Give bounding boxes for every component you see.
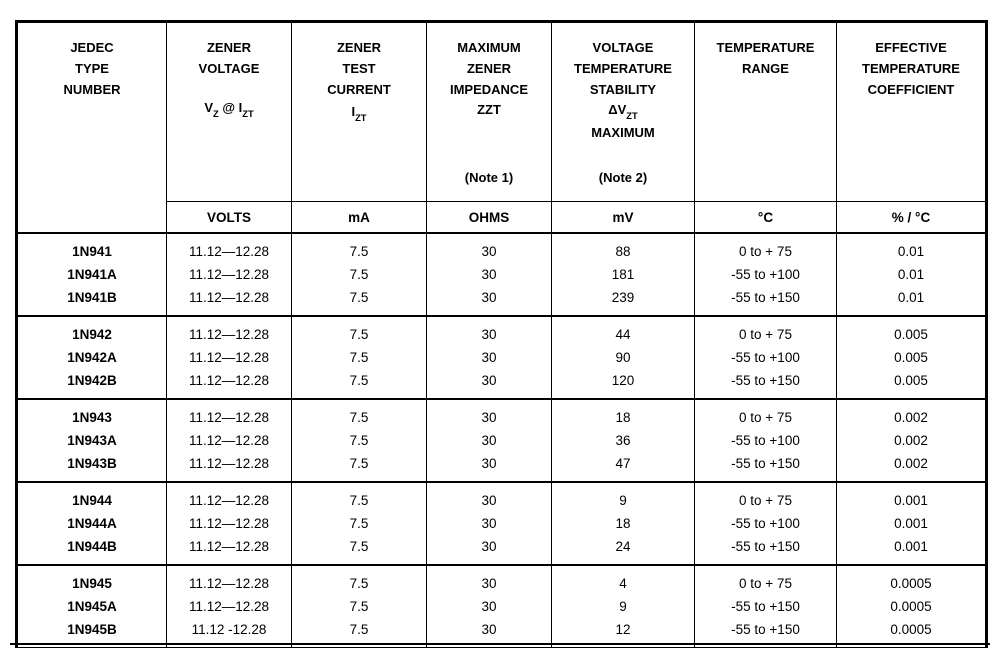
cell-type: 1N945B xyxy=(17,618,167,648)
header-line: MAXIMUM xyxy=(457,40,521,55)
cell-volts: 11.12—12.28 xyxy=(167,263,292,286)
header-line: ZENER xyxy=(336,40,382,55)
cell-ma: 7.5 xyxy=(292,565,427,595)
header-line: ZENER xyxy=(206,40,252,55)
row-group xyxy=(17,233,987,316)
cell-volts: 11.12 -12.28 xyxy=(167,618,292,648)
table-row xyxy=(17,452,987,482)
header-line: TEMPERATURE xyxy=(716,40,815,55)
cell-mv: 181 xyxy=(552,263,695,286)
header-line: MAXIMUM xyxy=(591,124,655,140)
cell-type: 1N942 xyxy=(17,316,167,346)
cell-mv: 24 xyxy=(552,535,695,565)
cell-volts: 11.12—12.28 xyxy=(167,565,292,595)
cell-temp_range: 0 to + 75 xyxy=(695,482,837,512)
cell-volts: 11.12—12.28 xyxy=(167,535,292,565)
row-group xyxy=(17,565,987,648)
cell-coeff: 0.001 xyxy=(837,482,987,512)
cell-ohms: 30 xyxy=(427,346,552,369)
cell-type: 1N943 xyxy=(17,399,167,429)
cell-ma: 7.5 xyxy=(292,512,427,535)
cell-ohms: 30 xyxy=(427,482,552,512)
header-line: IMPEDANCE xyxy=(449,81,528,97)
cell-ma: 7.5 xyxy=(292,263,427,286)
table-row xyxy=(17,565,987,595)
cell-temp_range: -55 to +150 xyxy=(695,618,837,648)
table-row xyxy=(17,286,987,316)
cell-ma: 7.5 xyxy=(292,233,427,263)
unit-percent-per-degree-c: % / °C xyxy=(837,202,987,234)
header-line: TEMPERATURE xyxy=(574,60,672,76)
cell-ohms: 30 xyxy=(427,399,552,429)
cell-ohms: 30 xyxy=(427,452,552,482)
cell-temp_range: 0 to + 75 xyxy=(695,316,837,346)
table-row xyxy=(17,429,987,452)
cell-temp_range: -55 to +100 xyxy=(695,512,837,535)
cell-mv: 120 xyxy=(552,369,695,399)
header-line: TEST xyxy=(342,60,376,76)
cell-temp_range: -55 to +150 xyxy=(695,535,837,565)
cell-type: 1N945 xyxy=(17,565,167,595)
row-group xyxy=(17,316,987,399)
cell-temp_range: 0 to + 75 xyxy=(695,233,837,263)
header-line: TEMPERATURE xyxy=(862,60,960,76)
cell-ma: 7.5 xyxy=(292,482,427,512)
table-row xyxy=(17,346,987,369)
cell-mv: 4 xyxy=(552,565,695,595)
cell-mv: 9 xyxy=(552,595,695,618)
cell-volts: 11.12—12.28 xyxy=(167,316,292,346)
unit-degrees-c: °C xyxy=(695,202,837,234)
cell-coeff: 0.0005 xyxy=(837,565,987,595)
table-row xyxy=(17,482,987,512)
cell-volts: 11.12—12.28 xyxy=(167,482,292,512)
cell-mv: 47 xyxy=(552,452,695,482)
cell-temp_range: -55 to +100 xyxy=(695,429,837,452)
unit-ohms: OHMS xyxy=(427,202,552,234)
cell-mv: 239 xyxy=(552,286,695,316)
cell-mv: 36 xyxy=(552,429,695,452)
note-1-reference: (Note 1) xyxy=(464,170,514,186)
cell-type: 1N944B xyxy=(17,535,167,565)
cell-coeff: 0.002 xyxy=(837,429,987,452)
table-row xyxy=(17,512,987,535)
cell-ohms: 30 xyxy=(427,565,552,595)
cell-coeff: 0.005 xyxy=(837,369,987,399)
cell-ma: 7.5 xyxy=(292,346,427,369)
vz-at-izt-symbol: $V_Z$ @ $I_{ZT}$ xyxy=(204,99,254,119)
header-line: NUMBER xyxy=(63,81,121,97)
table-row xyxy=(17,263,987,286)
unit-mv: mV xyxy=(552,202,695,234)
col-header-jedec-type-number xyxy=(17,22,167,234)
cell-type: 1N944A xyxy=(17,512,167,535)
cell-mv: 44 xyxy=(552,316,695,346)
cell-coeff: 0.001 xyxy=(837,512,987,535)
cell-ohms: 30 xyxy=(427,595,552,618)
cell-coeff: 0.002 xyxy=(837,452,987,482)
table-row xyxy=(17,595,987,618)
delta-vzt-symbol: $\Delta V_{ZT}$ xyxy=(608,102,638,122)
header-line: RANGE xyxy=(742,60,789,76)
cell-volts: 11.12—12.28 xyxy=(167,369,292,399)
cell-volts: 11.12—12.28 xyxy=(167,452,292,482)
cell-temp_range: 0 to + 75 xyxy=(695,565,837,595)
cell-volts: 11.12—12.28 xyxy=(167,286,292,316)
cell-mv: 88 xyxy=(552,233,695,263)
cell-type: 1N944 xyxy=(17,482,167,512)
cell-coeff: 0.0005 xyxy=(837,618,987,648)
cell-coeff: 0.005 xyxy=(837,316,987,346)
header-row xyxy=(17,22,987,202)
cell-ma: 7.5 xyxy=(292,286,427,316)
col-header-effective-temp-coefficient xyxy=(837,22,987,202)
header-line: JEDEC xyxy=(70,40,114,55)
cell-ohms: 30 xyxy=(427,512,552,535)
header-line: TYPE xyxy=(75,60,109,76)
header-line: ZENER xyxy=(466,60,512,76)
col-header-zener-voltage xyxy=(167,22,292,202)
cell-ohms: 30 xyxy=(427,263,552,286)
cell-mv: 18 xyxy=(552,512,695,535)
cell-volts: 11.12—12.28 xyxy=(167,399,292,429)
cell-volts: 11.12—12.28 xyxy=(167,512,292,535)
cell-ohms: 30 xyxy=(427,535,552,565)
cell-temp_range: 0 to + 75 xyxy=(695,399,837,429)
cell-ohms: 30 xyxy=(427,369,552,399)
cell-ma: 7.5 xyxy=(292,535,427,565)
col-header-temperature-range xyxy=(695,22,837,202)
table-row xyxy=(17,233,987,263)
cell-ma: 7.5 xyxy=(292,595,427,618)
col-header-zener-test-current xyxy=(292,22,427,202)
cell-type: 1N942A xyxy=(17,346,167,369)
cell-volts: 11.12—12.28 xyxy=(167,429,292,452)
cell-temp_range: -55 to +150 xyxy=(695,452,837,482)
cell-ma: 7.5 xyxy=(292,618,427,648)
table-row xyxy=(17,535,987,565)
cell-temp_range: -55 to +100 xyxy=(695,263,837,286)
cell-coeff: 0.005 xyxy=(837,346,987,369)
cell-mv: 9 xyxy=(552,482,695,512)
cell-mv: 90 xyxy=(552,346,695,369)
cell-temp_range: -55 to +150 xyxy=(695,595,837,618)
cell-coeff: 0.0005 xyxy=(837,595,987,618)
row-group xyxy=(17,482,987,565)
cell-temp_range: -55 to +100 xyxy=(695,346,837,369)
header-line: VOLTAGE xyxy=(592,40,654,55)
zener-spec-table xyxy=(15,20,988,648)
cell-temp_range: -55 to +150 xyxy=(695,369,837,399)
col-header-max-zener-impedance xyxy=(427,22,552,202)
note-2-reference: (Note 2) xyxy=(598,170,648,186)
header-line: COEFFICIENT xyxy=(867,81,955,97)
unit-volts: VOLTS xyxy=(167,202,292,234)
table-row xyxy=(17,316,987,346)
cell-ohms: 30 xyxy=(427,429,552,452)
cell-type: 1N941 xyxy=(17,233,167,263)
table-row xyxy=(17,369,987,399)
cell-mv: 12 xyxy=(552,618,695,648)
cell-type: 1N943B xyxy=(17,452,167,482)
cell-volts: 11.12—12.28 xyxy=(167,233,292,263)
unit-ma: mA xyxy=(292,202,427,234)
header-line: EFFECTIVE xyxy=(875,40,947,55)
cell-ohms: 30 xyxy=(427,316,552,346)
cell-mv: 18 xyxy=(552,399,695,429)
cell-type: 1N943A xyxy=(17,429,167,452)
cell-ma: 7.5 xyxy=(292,429,427,452)
cell-type: 1N945A xyxy=(17,595,167,618)
cell-temp_range: -55 to +150 xyxy=(695,286,837,316)
cell-type: 1N941B xyxy=(17,286,167,316)
cell-coeff: 0.002 xyxy=(837,399,987,429)
header-line: ZZT xyxy=(477,102,501,118)
header-line: CURRENT xyxy=(327,81,391,97)
cell-volts: 11.12—12.28 xyxy=(167,346,292,369)
izt-symbol: $I_{ZT}$ xyxy=(351,104,367,124)
cell-ohms: 30 xyxy=(427,233,552,263)
cell-ma: 7.5 xyxy=(292,399,427,429)
col-header-voltage-temp-stability xyxy=(552,22,695,202)
cell-type: 1N941A xyxy=(17,263,167,286)
header-line: STABILITY xyxy=(589,81,657,97)
cell-volts: 11.12—12.28 xyxy=(167,595,292,618)
cell-ohms: 30 xyxy=(427,618,552,648)
cell-ohms: 30 xyxy=(427,286,552,316)
table-row xyxy=(17,399,987,429)
cell-coeff: 0.01 xyxy=(837,286,987,316)
cell-ma: 7.5 xyxy=(292,452,427,482)
cell-ma: 7.5 xyxy=(292,369,427,399)
cell-type: 1N942B xyxy=(17,369,167,399)
cell-coeff: 0.01 xyxy=(837,233,987,263)
cell-coeff: 0.01 xyxy=(837,263,987,286)
cell-ma: 7.5 xyxy=(292,316,427,346)
cell-coeff: 0.001 xyxy=(837,535,987,565)
row-group xyxy=(17,399,987,482)
page-bottom-rule xyxy=(10,643,990,645)
header-line: VOLTAGE xyxy=(198,60,260,76)
